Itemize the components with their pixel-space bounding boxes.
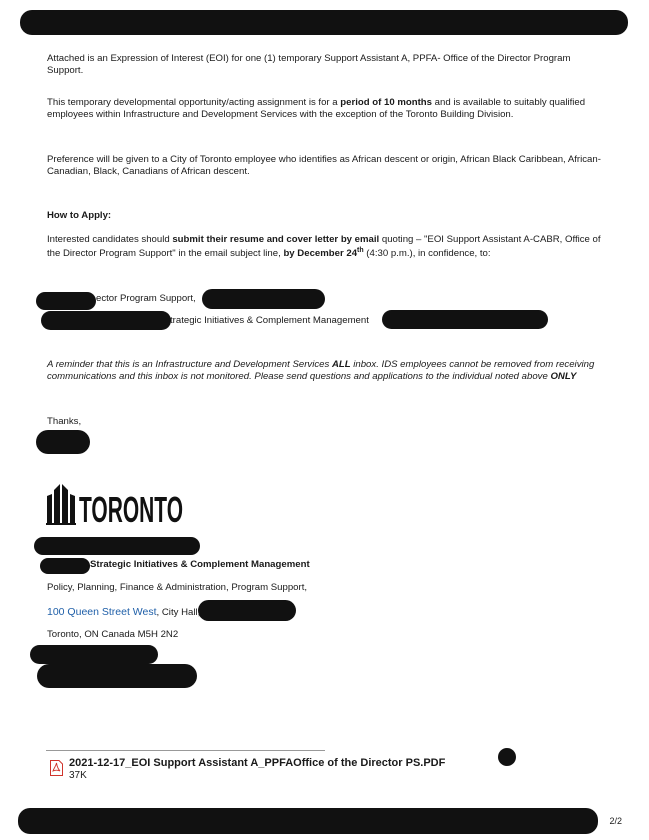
redaction-contact-email (382, 310, 548, 329)
redaction-contact-office (41, 311, 171, 330)
preference-paragraph: Preference will be given to a City of Toronto employee who identifies as African descent or origin, African Black Caribbean, African-Canadian, Black, Canadians of African descent. (47, 154, 601, 178)
attachment-filename[interactable]: 2021-12-17_EOI Support Assistant A_PPFAOffice of the Director PS.PDF (69, 757, 446, 769)
page-number: 2/2 (609, 816, 622, 826)
toronto-logo (46, 480, 186, 530)
redaction-contact-name (36, 292, 96, 310)
redaction-attachment-dot (498, 748, 516, 766)
redaction-footer (18, 808, 598, 834)
redaction-sig-phone (30, 645, 158, 664)
attachment-divider (46, 750, 325, 751)
pdf-file-icon[interactable] (50, 760, 63, 776)
how-to-apply-heading: How to Apply: (47, 210, 112, 221)
signature-division: Policy, Planning, Finance & Administration, Program Support, (47, 582, 308, 593)
contact-line-2: trategic Initiatives & Complement Management (170, 315, 369, 326)
address-link[interactable]: 100 Queen Street West (47, 606, 157, 618)
signature-address: 100 Queen Street West, City Hall, (47, 606, 201, 618)
contact-line-1: ector Program Support, (96, 293, 196, 304)
signature-dept: Strategic Initiatives & Complement Management (90, 559, 310, 570)
intro-paragraph: Attached is an Expression of Interest (EOI) for one (1) temporary Support Assistant A, PPFA- Office of the Director Program Support. (47, 53, 571, 77)
redaction-sig-title (40, 558, 90, 574)
redaction-top (20, 10, 628, 35)
logo-wordmark: TORONTO (79, 489, 183, 530)
redaction-sig-location (198, 600, 296, 621)
redaction-sig-name (34, 537, 200, 555)
attachment-size: 37K (69, 770, 87, 781)
redaction-signature (36, 430, 90, 454)
how-to-apply-paragraph: Interested candidates should submit their resume and cover letter by email quoting – "EOI Support Assistant A-CABR, Office of the Director Program Support" in the email subject line, by December 24th (4:30 p.m.), in confidence, to: (47, 234, 601, 259)
redaction-contact-title (202, 289, 325, 309)
closing-thanks: Thanks, (47, 416, 82, 427)
redaction-sig-email (37, 664, 197, 688)
reminder-paragraph: A reminder that this is an Infrastructure and Development Services ALL inbox. IDS employees cannot be removed from receiving communications and this inbox is not monitored. Please send questions and applications to the individual noted above ONLY (47, 359, 595, 383)
signature-city: Toronto, ON Canada M5H 2N2 (47, 629, 179, 640)
opportunity-paragraph: This temporary developmental opportunity/acting assignment is for a period of 10 months and is available to suitably qualified employees within Infrastructure and Development Services with the exception of the Toronto Building Division. (47, 97, 586, 121)
